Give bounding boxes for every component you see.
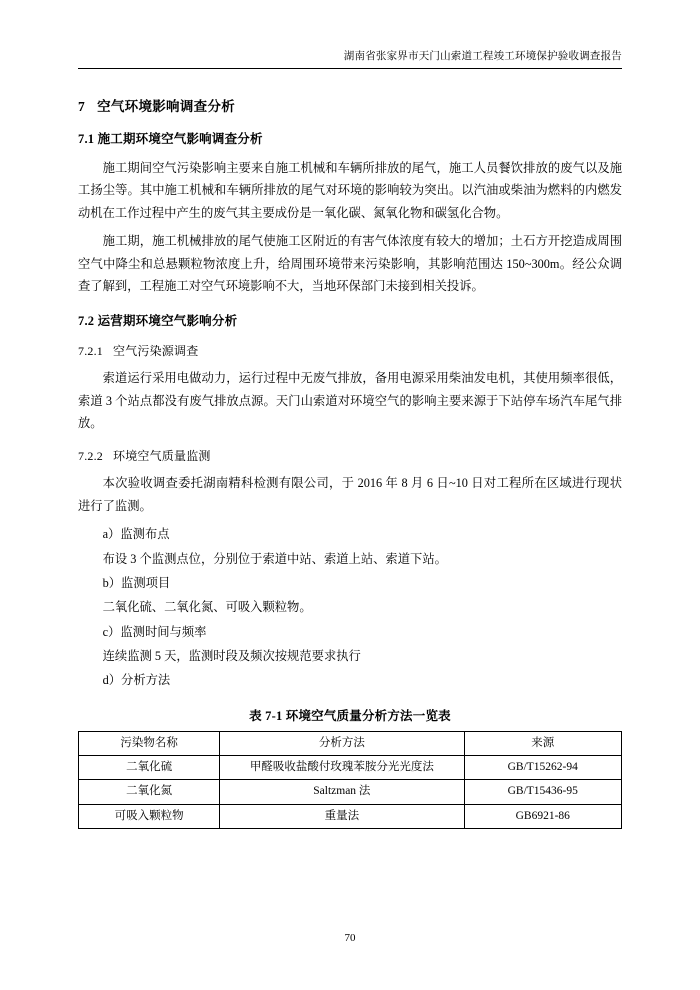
column-header-method: 分析方法 [220, 731, 464, 755]
subsection-heading-722 [78, 447, 622, 464]
list-item: c）监测时间与频率 [102, 624, 207, 639]
subsection-title-721: 空气污染源调查 [113, 344, 199, 359]
cell-method: 重量法 [220, 804, 464, 828]
cell-source: GB/T15436-95 [464, 780, 621, 804]
subsection-number-71: 7.1 [78, 132, 95, 146]
list-item: 连续监测 5 天，监测时段及频次按规范要求执行 [102, 649, 361, 663]
column-header-source: 来源 [464, 731, 621, 755]
paragraph-721-1: 索道运行采用电做动力，运行过程中无废气排放，备用电源采用柴油发电机，其使用频率很低，索道 3 个站点都没有废气排放点源。天门山索道对环境空气的影响主要来源于下站停车场汽车尾气排放。 [78, 371, 622, 430]
subsection-number-721: 7.2.1 [78, 344, 103, 359]
list-item: a）监测布点 [102, 527, 170, 542]
subsection-heading-71 [78, 129, 622, 147]
running-header [78, 48, 622, 68]
list-item: b）监测项目 [102, 575, 171, 590]
cell-method: Saltzman 法 [220, 780, 464, 804]
table-caption: 表 7-1 环境空气质量分析方法一览表 [249, 708, 451, 723]
running-header-text: 湖南省张家界市天门山索道工程竣工环境保护验收调查报告 [343, 51, 622, 62]
paragraph-71-2: 施工期，施工机械排放的尾气使施工区附近的有害气体浓度有较大的增加；土石方开挖造成周围空气中降尘和总悬颗粒物浓度上升，给周围环境带来污染影响，其影响范围达 150~300m。经公众调查了解到，工程施工对空气环境影响不大，当地环保部门未接到相关投诉。 [78, 234, 622, 293]
subsection-title-72: 运营期环境空气影响分析 [97, 314, 238, 329]
page-footer [0, 932, 700, 944]
subsection-title-71: 施工期环境空气影响调查分析 [97, 132, 263, 146]
column-header-pollutant: 污染物名称 [79, 731, 220, 755]
section-heading [78, 95, 622, 115]
subsection-number-72: 7.2 [78, 314, 95, 329]
section-title: 空气环境影响调查分析 [97, 99, 236, 114]
table-row [79, 756, 622, 780]
cell-pollutant: 可吸入颗粒物 [79, 804, 220, 828]
table-row [79, 780, 622, 804]
subsection-heading-72 [78, 311, 622, 329]
cell-method: 甲醛吸收盐酸付玫瑰苯胺分光光度法 [220, 756, 464, 780]
header-divider [78, 68, 622, 69]
cell-source: GB6921-86 [464, 804, 621, 828]
cell-source: GB/T15262-94 [464, 756, 621, 780]
list-item: 布设 3 个监测点位，分别位于索道中站、索道上站、索道下站。 [102, 551, 447, 566]
cell-pollutant: 二氧化硫 [79, 756, 220, 780]
table-header-row [79, 731, 622, 755]
subsection-number-722: 7.2.2 [78, 449, 103, 464]
air-quality-analysis-method-table [78, 731, 622, 829]
paragraph-722-1: 本次验收调查委托湖南精科检测有限公司，于 2016 年 8 月 6 日~10 日对工程所在区域进行现状进行了监测。 [78, 476, 622, 513]
subsection-title-722: 环境空气质量监测 [113, 449, 211, 464]
cell-pollutant: 二氧化氮 [79, 780, 220, 804]
table-row [79, 804, 622, 828]
section-number: 7 [78, 99, 86, 114]
subsection-heading-721 [78, 342, 622, 359]
list-item: 二氧化硫、二氧化氮、可吸入颗粒物。 [102, 600, 312, 615]
paragraph-71-1: 施工期间空气污染影响主要来自施工机械和车辆所排放的尾气，施工人员餐饮排放的废气以及施工扬尘等。其中施工机械和车辆所排放的尾气对环境的影响较为突出。以汽油或柴油为燃料的内燃发动机在工作过程中产生的废气其主要成份是一氧化碳、氮氧化物和碳氢化合物。 [78, 161, 622, 220]
list-item: d）分析方法 [102, 673, 171, 688]
page-number: 70 [344, 932, 356, 944]
